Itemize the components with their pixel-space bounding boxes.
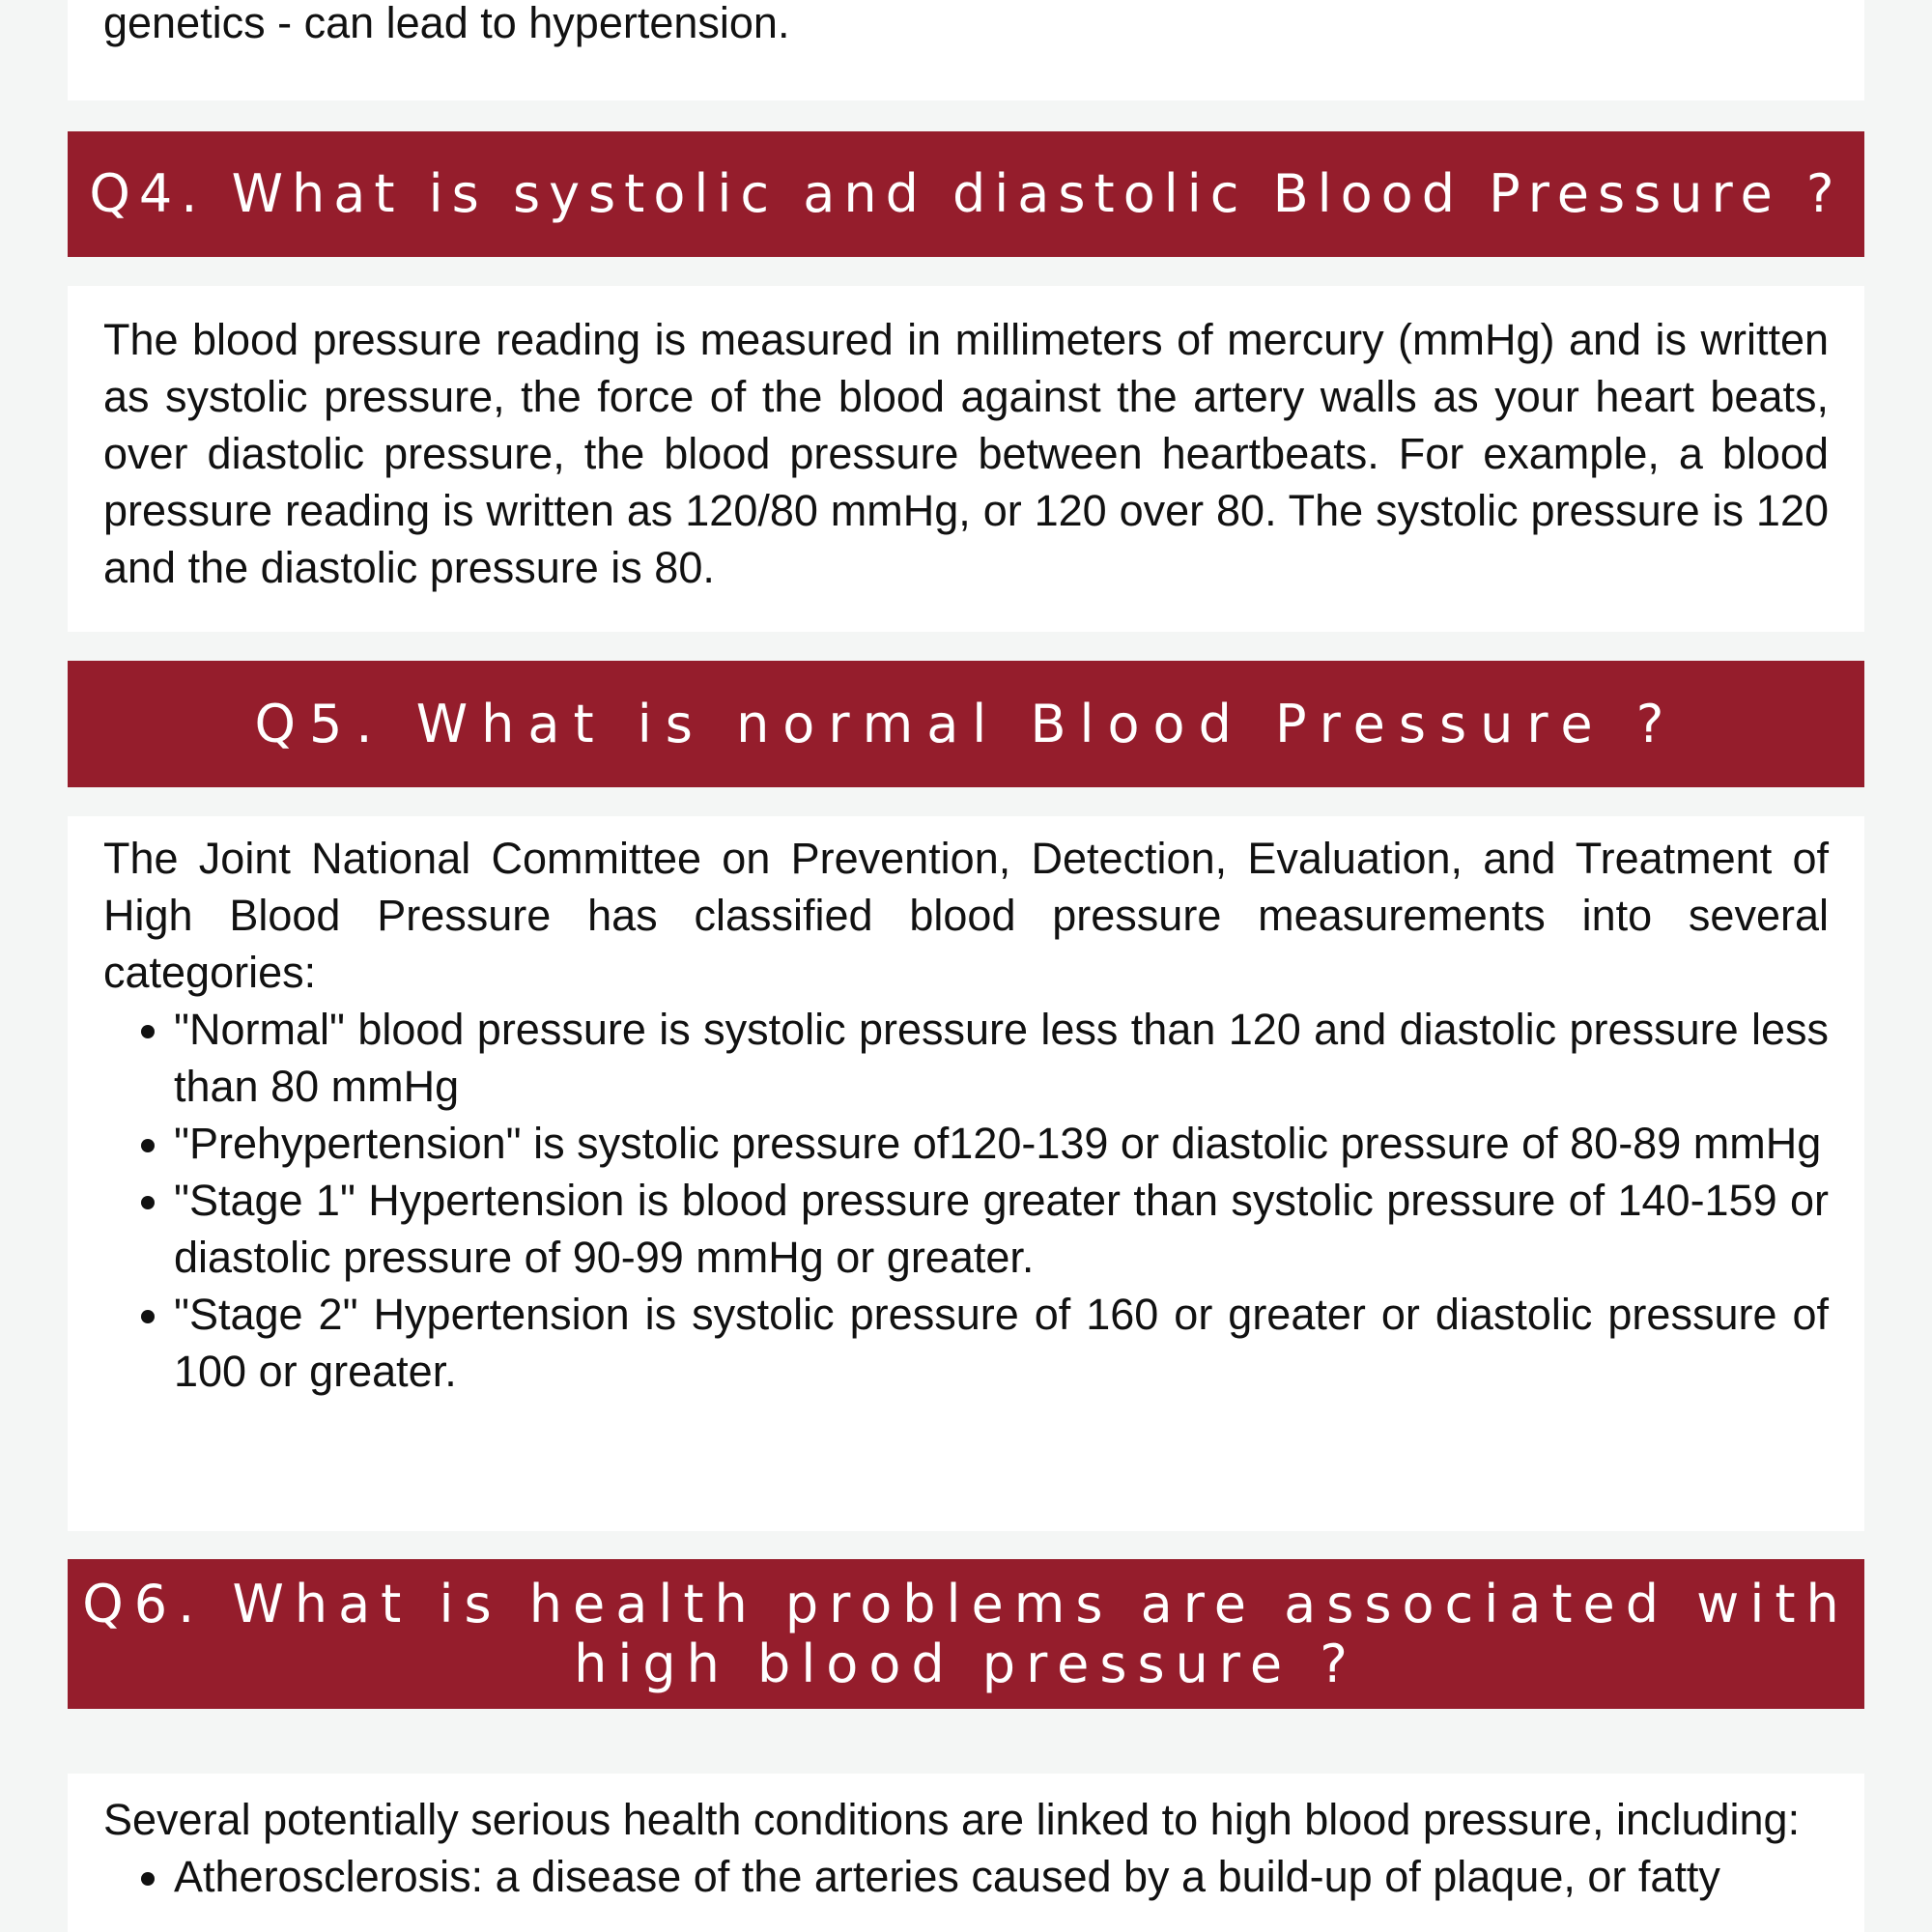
- q4-heading: Q4. What is systolic and diastolic Blood Pressure ?: [89, 163, 1843, 224]
- q6-answer-body: [68, 1774, 1864, 1905]
- q6-answer-card: [68, 1774, 1864, 1932]
- intro-card: [68, 0, 1864, 100]
- list-item: • "Normal" blood pressure is systolic pressure less than 120 and diastolic pressure less than 80 mmHg: [174, 1001, 1829, 1115]
- q6-condition-list: [103, 1848, 1829, 1905]
- q6-heading-line-1: Q6. What is health problems are associated with: [82, 1573, 1850, 1634]
- q4-answer-text: The blood pressure reading is measured in millimeters of mercury (mmHg) and is written as systolic pressure, the force of the blood against the artery walls as your heart beats, over diastolic pressure, the blood pressure between heartbeats. For example, a blood pressure reading is written as 120/80 mmHg, or 120 over 80. The systolic pressure is 120 and the diastolic pressure is 80.: [103, 315, 1829, 592]
- q5-intro-text: The Joint National Committee on Prevention, Detection, Evaluation, and Treatment of High Blood Pressure has classified blood pressure measurements into several categories:: [103, 834, 1829, 997]
- intro-card-text: genetics - can lead to hypertension.: [103, 0, 790, 47]
- q5-answer-card: [68, 816, 1864, 1531]
- list-item: • "Prehypertension" is systolic pressure of120-139 or diastolic pressure of 80-89 mmHg: [174, 1115, 1829, 1172]
- list-item: • "Stage 1" Hypertension is blood pressure greater than systolic pressure of 140-159 or diastolic pressure of 90-99 mmHg or greater.: [174, 1172, 1829, 1286]
- list-item: • Atherosclerosis: a disease of the arteries caused by a build-up of plaque, or fatty: [174, 1848, 1829, 1905]
- q6-heading-bar: [68, 1559, 1864, 1709]
- q4-heading-bar: [68, 131, 1864, 257]
- q5-answer-body: [68, 816, 1864, 1400]
- q6-intro-text: Several potentially serious health conditions are linked to high blood pressure, including:: [103, 1795, 1801, 1844]
- q5-heading: Q5. What is normal Blood Pressure ?: [254, 693, 1678, 754]
- q5-heading-bar: [68, 661, 1864, 787]
- list-item: • "Stage 2" Hypertension is systolic pressure of 160 or greater or diastolic pressure of 100 or greater.: [174, 1286, 1829, 1400]
- q6-heading-line-2: high blood pressure ?: [574, 1633, 1358, 1694]
- q6-heading: [82, 1575, 1849, 1694]
- q5-category-list: [103, 1001, 1829, 1400]
- q4-answer-card: [68, 286, 1864, 632]
